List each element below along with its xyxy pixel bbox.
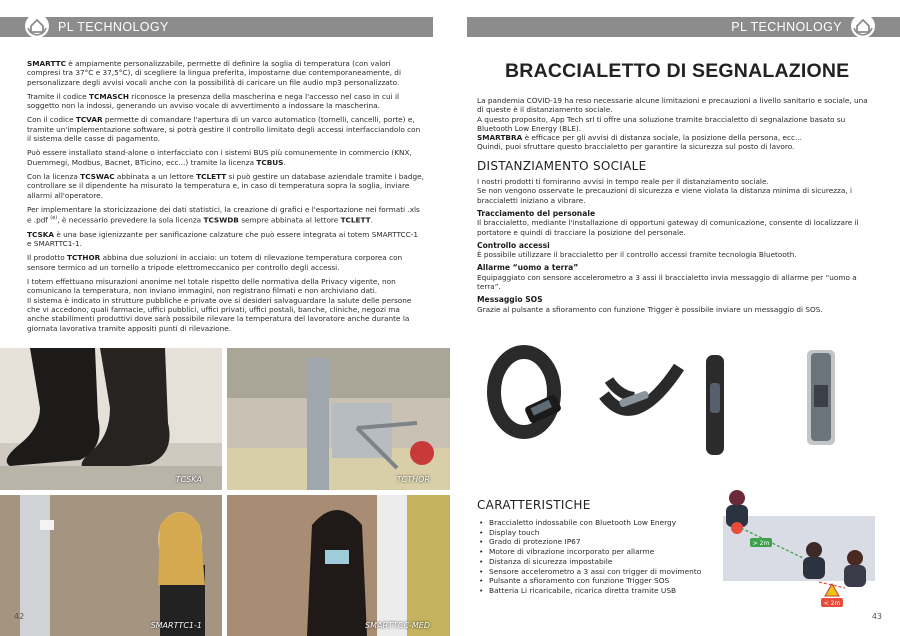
subheading: Allarme “uomo a terra” [477,263,579,273]
product-code: TCVAR [75,115,103,125]
product-code: SMARTTC [27,59,66,68]
photo-tcthor [227,348,450,490]
text: I nostri prodotti ti forniranno avvisi in tempo reale per il distanziamento sociale. [477,177,769,187]
photo-caption: TCSKA [175,475,202,484]
house-hands-icon [850,13,876,39]
text: Il sistema è indicato in strutture pubbliche e private ove si desideri salvaguardare la salute delle persone che vi accedono, quali farmacie, uffici pubblici, uffici privati, uffici postali, banche, cliniche, negozi ma anche stabilimenti produttivi dove sarà possibile rilevare la temperatura del lavoratore anche durante la giornata lavorativa tramite appositi punti di rilevazione. [27,295,412,333]
distance-label-unsafe: < 2m [823,600,841,607]
product-code: SMARTBRA [477,133,523,143]
list-item: • Motore di vibrazione incorporato per allarme [477,547,717,557]
text: Può essere installato stand-alone o interfacciato con i sistemi BUS più comunemente in commercio (KNX, Duemmegi, Modbus, Bacnet, BTicino, ecc...) tramite la licenza [27,148,412,167]
header-bar-left [0,17,433,37]
distance-label-safe: > 2m [752,540,770,547]
product-code: TCSWAC [80,171,115,181]
paragraph [477,177,874,205]
paragraph [27,230,424,249]
header-label-left: PL TECHNOLOGY [58,20,169,34]
text: è ampiamente personalizzabile, permette di definire la soglia di temperatura (con valori compresi tra 37°C e 37,5°C), di scegliere la lingua preferita, impostarne due contemporaneamente, di personalizzare degli avvisi vocali anche con la possibilità di caricare un file audio mp3 personalizzato. [27,59,401,87]
paragraph [477,96,874,152]
features-section [477,498,717,596]
page-title: BRACCIALETTO DI SEGNALAZIONE [505,60,850,82]
page-number-right: 43 [871,612,882,621]
bracelet-product-images [484,345,864,460]
subheading: Messaggio SOS [477,295,543,305]
list-item: • Distanza di sicurezza impostabile [477,557,717,567]
paragraph [27,92,424,111]
page-number-left: 42 [14,612,25,621]
text: sempre abbinata al lettore [238,215,341,225]
header-label-right: PL TECHNOLOGY [731,20,842,34]
text: Il prodotto [27,253,68,263]
list-item: • Display touch [477,528,717,538]
photo-caption: TCTHOR [396,475,430,484]
paragraph [27,172,424,200]
text: si può gestire un database aziendale tramite i badge, controllare se il dipendente ha misurato la temperatura e, in caso di temperatura sopra la soglia, inviare allarmi all'operatore. [27,171,424,200]
text: è una base igienizzante per sanificazione calzature che può essere integrata ai totem SMARTTCC-1 e SMARTTC1-1. [27,229,418,249]
paragraph [27,59,424,87]
features-list [477,518,717,596]
product-code: TCMASCH [89,91,129,101]
text: La pandemia COVID-19 ha reso necessarie alcune limitazioni e precauzioni a livello sanitario e sociale, una di queste è il distanziamento sociale. [477,96,868,115]
product-code: TCLETT [340,215,371,225]
text: A questo proposito, App Tech srl ti offre una soluzione tramite braccialetto di segnalazione basato su Bluetooth Low Energy (BLE). [477,114,846,133]
warning-icon [825,584,839,596]
text: Se non vengono osservate le precauzioni di sicurezza e viene violata la distanza minima di sicurezza, i braccialetti iniziano a vibrare. [477,186,853,205]
house-hands-icon [24,13,50,39]
text: Quindi, puoi sfruttare questo braccialetto per garantire la sicurezza sul posto di lavoro. [477,142,795,152]
paragraph: È possibile utilizzare il braccialetto per il controllo accessi tramite tecnologia Bluetooth. [477,250,797,260]
list-item: • Braccialetto indossabile con Bluetooth Low Energy [477,518,717,528]
product-code: TCLETT [196,171,227,181]
product-code: TCBUS [256,157,284,167]
text: Con la licenza [27,171,81,181]
superscript: (e) [50,215,58,222]
text: I totem effettuano misurazioni anonime nel totale rispetto delle normativa della Privacy vigente, non comunicano la temperatura, non inviano immagini, non registrano filmati e non archiviano dati. [27,277,396,296]
photo-caption: SMARTTCC-MED [365,621,430,630]
paragraph [27,277,424,333]
paragraph [27,253,424,272]
photo-tcska [0,348,222,490]
paragraph: Il braccialetto, mediante l'installazione di opportuni gateway di comunicazione, consente di localizzare il portatore e quindi di tracciare la posizione del personale. [477,218,859,237]
list-item: • Grado di protezione IP67 [477,537,717,547]
text: Con il codice [27,115,76,125]
text: è efficace per gli avvisi di distanza sociale, la posizione della persona, ecc... [522,133,802,143]
subheading: Controllo accessi [477,240,550,250]
bracelet-strap-image [706,355,724,455]
paragraph: Grazie al pulsante a sfioramento con funzione Trigger è possibile inviare un messaggio di SOS. [477,304,823,314]
product-code: TCSWDB [203,215,239,225]
list-item: • Sensore accelerometro a 3 assi con trigger di movimento [477,567,717,577]
paragraph [27,115,424,143]
text: Tramite il codice [27,91,89,101]
paragraph [27,205,424,225]
bracelet-module-image [807,350,835,445]
subheading: Tracciamento del personale [477,208,596,218]
text: . [283,157,286,167]
text: . [370,215,373,225]
list-item: • Pulsante a sfioramento con funzione Trigger SOS [477,576,717,586]
bracelet-front-image [494,352,562,432]
paragraph [27,148,424,167]
paragraph: Equipaggiato con sensore accelerometro a 3 assi il braccialetto invia messaggio di allarme per “uomo a terra”. [477,272,857,292]
header-bar-right [467,17,900,37]
distance-diagram [715,488,877,610]
text: , è necessario prevedere la sola licenza [57,215,204,225]
text: permette di comandare l'apertura di un varco automatico (tornelli, cancelli, porte) e, tramite un'implementazione software, si potrà gestire il controllo limitato degli accessi interfacciandolo con il sistema delle casse di pagamento. [27,115,421,144]
right-text-column [477,96,874,318]
photo-caption: SMARTTC1-1 [150,621,202,630]
text: abbinata a un lettore [114,171,197,181]
left-text-column [27,59,424,333]
photo-smarttc1-1 [0,495,222,636]
text: abbina due soluzioni in acciaio: un totem di rilevazione temperatura corporea con sensore termico ad un tornello a tripode elettromeccanico per controllo degli accessi. [27,253,403,272]
section-heading: CARATTERISTICHE [477,498,591,512]
text: riconosce la presenza della mascherina e nega l'accesso nel caso in cui il soggetto non la indossi, generando un avviso vocale di avvertimento a indossare la mascherina. [27,91,400,111]
photo-smarttcc-med [227,495,450,636]
text: Per implementare la storicizzazione dei dati statistici, la creazione di grafici e l'esportazione nei formati .xls e .pdf [27,204,420,225]
product-code: TCTHOR [67,253,101,263]
list-item: • Batteria Li ricaricabile, ricarica diretta tramite USB [477,586,717,596]
product-code: TCSKA [27,229,55,239]
bracelet-side-image [604,367,679,410]
section-heading: DISTANZIAMENTO SOCIALE [477,158,647,173]
